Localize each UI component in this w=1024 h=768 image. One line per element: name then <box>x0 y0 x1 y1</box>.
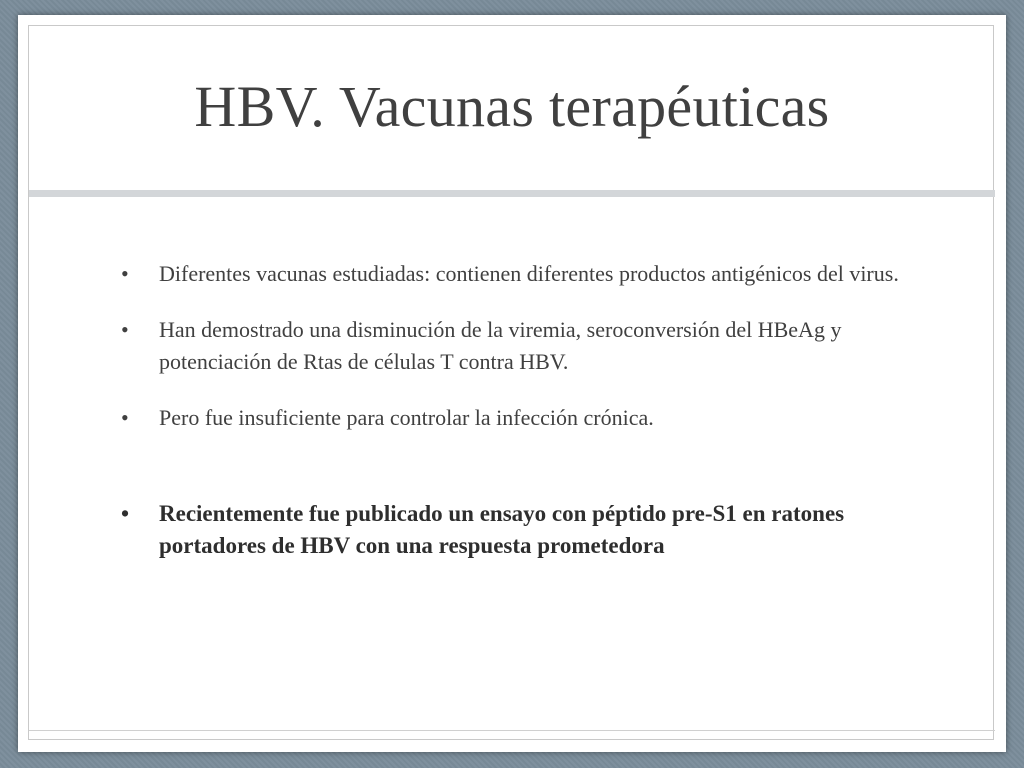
bullet-list <box>121 258 921 586</box>
slide-frame <box>28 25 994 740</box>
bullet-dot: • <box>121 501 130 526</box>
bullet-dot: • <box>121 261 129 286</box>
bullet-text: Diferentes vacunas estudiadas: contienen diferentes productos antigénicos del virus. <box>159 261 899 286</box>
title-area <box>29 26 995 194</box>
bullet-dot: • <box>121 317 129 342</box>
bottom-divider <box>29 730 995 731</box>
slide <box>18 15 1006 752</box>
bullet-item-highlight <box>121 498 921 562</box>
bullet-item <box>121 402 921 434</box>
title-divider <box>29 190 995 197</box>
bullet-text: Recientemente fue publicado un ensayo con péptido pre-S1 en ratones portadores de HBV con una respuesta prometedora <box>159 501 845 558</box>
bullet-item <box>121 258 921 290</box>
bullet-text: Pero fue insuficiente para controlar la infección crónica. <box>159 405 654 430</box>
bullet-item <box>121 314 921 378</box>
slide-title: HBV. Vacunas terapéuticas <box>194 74 830 139</box>
bullet-text: Han demostrado una disminución de la viremia, seroconversión del HBeAg y potenciación de Rtas de células T contra HBV. <box>159 317 842 374</box>
bullet-dot: • <box>121 405 129 430</box>
